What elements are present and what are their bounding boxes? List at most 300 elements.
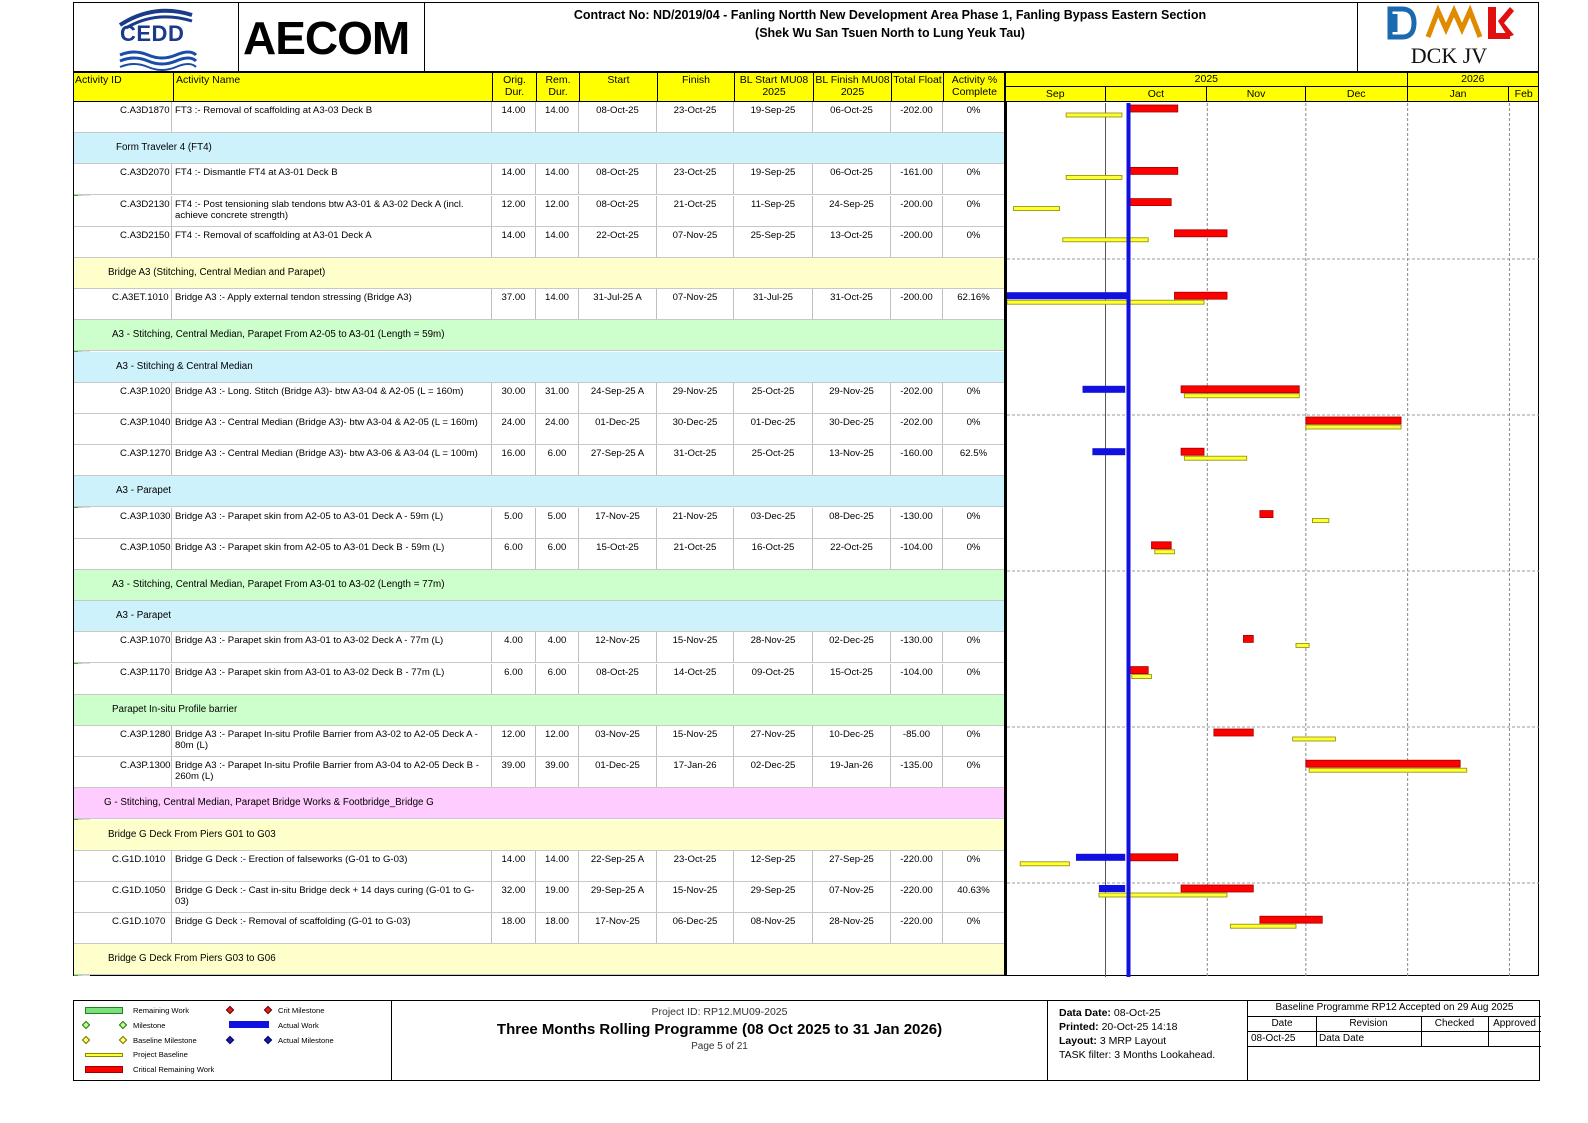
finish-date: 31-Oct-25 <box>657 445 734 475</box>
critical-remaining-bar[interactable] <box>1129 105 1178 112</box>
activity-row[interactable] <box>74 102 1004 133</box>
project-baseline-bar[interactable] <box>1020 862 1069 866</box>
activity-id: C.A3D1870 <box>100 102 172 132</box>
bl-start: 31-Jul-25 <box>734 289 813 319</box>
rev-revision-header: Revision <box>1349 1018 1388 1029</box>
activity-row[interactable] <box>74 664 1004 695</box>
project-baseline-bar[interactable] <box>1132 675 1152 679</box>
project-baseline-bar[interactable] <box>1296 643 1309 647</box>
critical-remaining-bar[interactable] <box>1260 511 1273 518</box>
col-pct-complete[interactable]: Activity % Complete <box>951 74 998 98</box>
col-orig-dur[interactable] <box>493 73 537 103</box>
baseline-note: Baseline Programme RP12 Accepted on 29 Aug 2025 <box>1275 1002 1514 1013</box>
bl-finish: 08-Dec-25 <box>813 508 891 538</box>
actual-work-bar[interactable] <box>1076 854 1125 861</box>
bl-finish: 31-Oct-25 <box>813 289 891 319</box>
start-date: 27-Sep-25 A <box>579 445 657 475</box>
wbs-group-label: A3 - Parapet <box>116 610 172 622</box>
crit-milestone-icon <box>226 1006 234 1014</box>
orig-duration: 6.00 <box>492 664 536 694</box>
pct-complete: 40.63% <box>957 885 990 896</box>
rem-duration: 14.00 <box>536 289 579 319</box>
bl-start: 12-Sep-25 <box>734 851 813 881</box>
activity-row[interactable] <box>74 508 1004 539</box>
rem-duration: 24.00 <box>536 414 579 444</box>
pct-complete: 0% <box>966 729 981 740</box>
legend-remaining-work: Remaining Work <box>133 1006 189 1015</box>
rem-duration: 5.00 <box>536 508 579 538</box>
actual-work-bar[interactable] <box>1007 292 1129 299</box>
activity-id: C.A3ET.1010 <box>100 289 172 319</box>
activity-name: Bridge A3 :- Apply external tendon stressing (Bridge A3) <box>172 289 492 319</box>
activity-id: C.A3P.1020 <box>100 383 172 413</box>
col-activity-name[interactable]: Activity Name <box>174 73 493 103</box>
legend-actual-work: Actual Work <box>278 1021 319 1030</box>
gantt-timescale-header <box>1005 72 1539 102</box>
orig-duration: 14.00 <box>492 227 536 257</box>
actual-work-bar[interactable] <box>1092 448 1125 455</box>
total-float: -135.00 <box>891 757 943 787</box>
pct-complete: 0% <box>966 853 981 865</box>
project-baseline-bar[interactable] <box>1184 456 1246 460</box>
activity-id: C.A3P.1040 <box>100 414 172 444</box>
critical-remaining-bar[interactable] <box>1129 167 1178 174</box>
legend-crit-milestone: Crit Milestone <box>278 1006 325 1015</box>
project-baseline-bar[interactable] <box>1066 113 1122 117</box>
bl-finish: 28-Nov-25 <box>813 913 891 943</box>
bl-finish: 10-Dec-25 <box>813 726 891 756</box>
legend-milestone: Milestone <box>133 1021 166 1030</box>
rem-duration: 14.00 <box>536 851 579 881</box>
wbs-group-label: Bridge G Deck From Piers G03 to G06 <box>108 953 276 965</box>
rev-checked-header: Checked <box>1434 1018 1475 1029</box>
bl-start: 25-Oct-25 <box>734 445 813 475</box>
activity-row[interactable] <box>74 757 1004 788</box>
project-baseline-bar[interactable] <box>1063 238 1148 242</box>
data-date-value: 08-Oct-25 <box>1113 1007 1161 1019</box>
legend-critical-remaining-work: Critical Remaining Work <box>133 1065 215 1074</box>
activity-id: C.A3P.1030 <box>100 508 172 538</box>
pct-complete: 0% <box>966 760 981 772</box>
activity-name: Bridge A3 :- Central Median (Bridge A3)- btw A3-04 & A2-05 (L = 160m) <box>172 414 492 444</box>
actual-milestone-finish-icon <box>264 1036 272 1044</box>
activity-row[interactable] <box>74 445 1004 476</box>
critical-remaining-bar[interactable] <box>1306 760 1460 767</box>
col-finish[interactable]: Finish <box>658 73 735 103</box>
total-float: -200.00 <box>891 196 943 226</box>
legend-actual-milestone: Actual Milestone <box>278 1036 334 1045</box>
bl-start: 03-Dec-25 <box>734 508 813 538</box>
orig-duration: 5.00 <box>492 508 536 538</box>
activity-row[interactable] <box>74 539 1004 570</box>
bl-finish: 07-Nov-25 <box>813 882 891 912</box>
wbs-group-row[interactable] <box>74 258 1004 289</box>
activity-id: C.A3P.1280 <box>100 726 172 756</box>
activity-row[interactable] <box>74 851 1004 882</box>
activity-row[interactable] <box>74 383 1004 414</box>
wbs-group-label: A3 - Stitching, Central Median, Parapet From A2-05 to A3-01 (Length = 59m) <box>112 329 445 341</box>
bl-finish: 27-Sep-25 <box>813 851 891 881</box>
orig-duration: 6.00 <box>492 539 536 569</box>
start-date: 17-Nov-25 <box>579 508 657 538</box>
project-baseline-bar[interactable] <box>1293 737 1336 741</box>
activity-row[interactable] <box>74 913 1004 944</box>
orig-duration: 37.00 <box>492 289 536 319</box>
activity-id: C.G1D.1070 <box>100 913 172 943</box>
rem-duration: 31.00 <box>536 383 579 413</box>
printed-value: 20-Oct-25 14:18 <box>1101 1021 1178 1033</box>
dck-jv-logo <box>1357 3 1539 71</box>
wbs-group-label: Form Traveler 4 (FT4) <box>116 142 212 154</box>
rem-duration: 39.00 <box>536 757 579 787</box>
wbs-group-row[interactable] <box>74 695 1004 726</box>
orig-duration: 24.00 <box>492 414 536 444</box>
bl-start: 27-Nov-25 <box>734 726 813 756</box>
col-start[interactable]: Start <box>580 73 658 103</box>
total-float: -220.00 <box>891 913 943 943</box>
layout-value: 3 MRP Layout <box>1099 1035 1167 1047</box>
pct-complete: 0% <box>966 541 981 553</box>
activity-name: Bridge A3 :- Parapet skin from A2-05 to A3-01 Deck A - 59m (L) <box>172 508 492 538</box>
legend-baseline-milestone: Baseline Milestone <box>133 1036 197 1045</box>
start-date: 08-Oct-25 <box>579 196 657 226</box>
legend-critical-swatch <box>85 1066 123 1073</box>
total-float: -104.00 <box>891 664 943 694</box>
total-float: -161.00 <box>891 164 943 194</box>
footer-title-block <box>392 1000 1047 1081</box>
pct-complete: 0% <box>966 666 981 678</box>
timescale-month: Feb <box>1508 87 1538 102</box>
total-float: -130.00 <box>891 508 943 538</box>
rev-date-header: Date <box>1271 1018 1293 1029</box>
milestone-finish-icon <box>119 1021 127 1029</box>
bl-finish: 29-Nov-25 <box>813 383 891 413</box>
finish-date: 23-Oct-25 <box>657 102 734 132</box>
col-total-float[interactable]: Total Float <box>892 73 944 103</box>
bl-finish: 15-Oct-25 <box>813 664 891 694</box>
total-float: -130.00 <box>891 632 943 662</box>
orig-duration: 16.00 <box>492 445 536 475</box>
start-date: 24-Sep-25 A <box>579 383 657 413</box>
orig-duration: 30.00 <box>492 383 536 413</box>
project-baseline-bar[interactable] <box>1099 893 1227 897</box>
critical-remaining-bar[interactable] <box>1306 417 1401 424</box>
start-date: 12-Nov-25 <box>579 632 657 662</box>
bl-finish: 06-Oct-25 <box>813 102 891 132</box>
timescale-month: Sep <box>1045 88 1065 100</box>
rem-duration: 14.00 <box>536 227 579 257</box>
print-info <box>1047 1000 1247 1081</box>
legend-actual-swatch <box>229 1021 269 1028</box>
orig-duration: 14.00 <box>492 851 536 881</box>
wbs-group-label: Bridge G Deck From Piers G01 to G03 <box>108 828 276 840</box>
activity-id: C.A3P.1300 <box>100 757 172 787</box>
start-date: 22-Sep-25 A <box>579 851 657 881</box>
wbs-group-row[interactable] <box>74 788 1004 819</box>
pct-complete: 0% <box>966 510 981 522</box>
orig-duration: 14.00 <box>492 102 536 132</box>
finish-date: 21-Oct-25 <box>657 196 734 226</box>
rem-duration: 19.00 <box>536 882 579 912</box>
orig-duration: 39.00 <box>492 757 536 787</box>
total-float: -202.00 <box>891 414 943 444</box>
legend-project-baseline: Project Baseline <box>133 1050 188 1059</box>
pct-complete: 62.5% <box>959 448 988 460</box>
bl-finish: 30-Dec-25 <box>813 414 891 444</box>
activity-row[interactable] <box>74 227 1004 258</box>
dck-marks-icon <box>1358 3 1540 43</box>
bl-start: 28-Nov-25 <box>734 632 813 662</box>
activity-id: C.A3D2130 <box>100 196 172 226</box>
start-date: 29-Sep-25 A <box>579 882 657 912</box>
critical-remaining-bar[interactable] <box>1181 885 1253 892</box>
pct-complete: 0% <box>966 385 981 397</box>
timescale-month: Oct <box>1105 87 1207 102</box>
total-float: -85.00 <box>891 726 943 756</box>
finish-date: 07-Nov-25 <box>657 289 734 319</box>
bl-start: 16-Oct-25 <box>734 539 813 569</box>
bl-finish: 22-Oct-25 <box>813 539 891 569</box>
critical-remaining-bar[interactable] <box>1260 916 1322 923</box>
bl-start: 09-Oct-25 <box>734 664 813 694</box>
start-date: 17-Nov-25 <box>579 913 657 943</box>
wbs-group-row[interactable] <box>74 570 1004 601</box>
gantt-svg <box>1007 73 1539 977</box>
activity-name: FT3 :- Removal of scaffolding at A3-03 Deck B <box>172 102 492 132</box>
start-date: 01-Dec-25 <box>579 757 657 787</box>
pct-complete: 0% <box>966 167 981 179</box>
actual-work-bar[interactable] <box>1083 386 1126 393</box>
activity-name: Bridge G Deck :- Removal of scaffolding (G-01 to G-03) <box>172 913 492 943</box>
col-rem-dur[interactable] <box>537 73 580 103</box>
activity-row[interactable] <box>74 882 1004 913</box>
activity-name: Bridge G Deck :- Erection of falseworks (G-01 to G-03) <box>172 851 492 881</box>
contract-line-2: (Shek Wu San Tsuen North to Lung Yeuk Tau) <box>755 26 1025 40</box>
orig-duration: 4.00 <box>492 632 536 662</box>
baseline-milestone-finish-icon <box>119 1036 127 1044</box>
cedd-logo-text: CEDD <box>120 21 185 46</box>
finish-date: 17-Jan-26 <box>657 757 734 787</box>
cedd-logo <box>74 3 239 71</box>
wbs-group-row[interactable] <box>74 320 1004 351</box>
finish-date: 30-Dec-25 <box>657 414 734 444</box>
timescale-month: Nov <box>1206 87 1305 102</box>
project-baseline-bar[interactable] <box>1155 550 1175 554</box>
bl-finish: 13-Nov-25 <box>813 445 891 475</box>
critical-remaining-bar[interactable] <box>1181 386 1299 393</box>
bl-finish: 02-Dec-25 <box>813 632 891 662</box>
critical-remaining-bar[interactable] <box>1174 230 1227 237</box>
milestone-icon <box>82 1021 90 1029</box>
activity-id: C.G1D.1050 <box>100 882 172 912</box>
bl-finish: 13-Oct-25 <box>813 227 891 257</box>
critical-remaining-bar[interactable] <box>1214 729 1253 736</box>
col-activity-id[interactable]: Activity ID <box>74 73 174 103</box>
orig-duration: 12.00 <box>492 196 536 226</box>
bl-start: 11-Sep-25 <box>734 196 813 226</box>
activity-id: C.A3P.1050 <box>100 539 172 569</box>
total-float: -220.00 <box>891 882 943 912</box>
orig-duration: 14.00 <box>492 164 536 194</box>
dck-logo-text: DCK JV <box>1410 43 1488 68</box>
activity-id: C.G1D.1010 <box>100 851 172 881</box>
rem-duration: 12.00 <box>536 726 579 756</box>
wbs-group-label: A3 - Parapet <box>116 485 172 497</box>
critical-remaining-bar[interactable] <box>1174 292 1227 299</box>
activity-row[interactable] <box>74 632 1004 663</box>
wbs-group-row[interactable] <box>74 820 1004 851</box>
wbs-group-row[interactable] <box>74 476 1004 507</box>
table-column-header <box>73 72 1005 102</box>
finish-date: 21-Oct-25 <box>657 539 734 569</box>
bl-start: 01-Dec-25 <box>734 414 813 444</box>
rev-row-date: 08-Oct-25 <box>1251 1033 1296 1044</box>
critical-remaining-bar[interactable] <box>1151 542 1171 549</box>
pct-complete: 62.16% <box>957 292 990 304</box>
timescale-year: 2026 <box>1407 73 1538 87</box>
activity-id: C.A3P.1170 <box>100 664 172 694</box>
rem-duration: 18.00 <box>536 913 579 943</box>
bl-start: 25-Oct-25 <box>734 383 813 413</box>
wbs-group-label: Parapet In-situ Profile barrier <box>112 703 238 715</box>
baseline-milestone-icon <box>82 1036 90 1044</box>
start-date: 08-Oct-25 <box>579 664 657 694</box>
activity-name: Bridge G Deck :- Cast in-situ Bridge deck + 14 days curing (G-01 to G-03) <box>172 882 492 912</box>
activity-row[interactable] <box>74 164 1004 195</box>
activity-name: FT4 :- Dismantle FT4 at A3-01 Deck B <box>172 164 492 194</box>
wbs-group-row[interactable] <box>74 944 1004 975</box>
bl-finish: 24-Sep-25 <box>813 196 891 226</box>
project-baseline-bar[interactable] <box>1312 519 1328 523</box>
orig-duration: 32.00 <box>492 882 536 912</box>
critical-remaining-bar[interactable] <box>1129 199 1172 206</box>
project-baseline-bar[interactable] <box>1309 768 1467 772</box>
start-date: 08-Oct-25 <box>579 102 657 132</box>
wbs-group-label: A3 - Stitching & Central Median <box>116 360 253 372</box>
project-baseline-bar[interactable] <box>1007 300 1204 304</box>
bl-start: 08-Nov-25 <box>734 913 813 943</box>
finish-date: 15-Nov-25 <box>657 632 734 662</box>
pct-complete: 0% <box>966 229 981 241</box>
programme-title: Three Months Rolling Programme (08 Oct 2025 to 31 Jan 2026) <box>496 1021 943 1038</box>
activity-row[interactable] <box>74 726 1004 757</box>
finish-date: 21-Nov-25 <box>657 508 734 538</box>
project-id: Project ID: RP12.MU09-2025 <box>651 1006 788 1018</box>
wbs-group-row[interactable] <box>74 601 1004 632</box>
critical-remaining-bar[interactable] <box>1181 448 1204 455</box>
finish-date: 23-Oct-25 <box>657 851 734 881</box>
rem-duration: 6.00 <box>536 445 579 475</box>
orig-duration: 18.00 <box>492 913 536 943</box>
rev-row-revision: Data Date <box>1319 1033 1365 1044</box>
start-date: 03-Nov-25 <box>579 726 657 756</box>
col-bl-start[interactable]: BL Start MU08 2025 <box>735 73 814 103</box>
bl-start: 02-Dec-25 <box>734 757 813 787</box>
layout-label: Layout: <box>1059 1035 1097 1047</box>
activity-row[interactable] <box>74 289 1004 320</box>
rem-duration: 14.00 <box>536 164 579 194</box>
activity-name: Bridge A3 :- Parapet skin from A3-01 to A3-02 Deck B - 77m (L) <box>172 664 492 694</box>
crit-milestone-finish-icon <box>264 1006 272 1014</box>
activity-name: Bridge A3 :- Parapet skin from A2-05 to A3-01 Deck B - 59m (L) <box>172 539 492 569</box>
activity-id: C.A3D2150 <box>100 227 172 257</box>
col-orig-dur-label: Orig. Dur. <box>503 74 526 98</box>
activity-id: C.A3D2070 <box>100 164 172 194</box>
wbs-group-label: A3 - Stitching, Central Median, Parapet From A3-01 to A3-02 (Length = 77m) <box>112 579 445 590</box>
bl-finish: 19-Jan-26 <box>813 757 891 787</box>
project-baseline-bar[interactable] <box>1306 425 1401 429</box>
rem-duration: 12.00 <box>536 196 579 226</box>
start-date: 15-Oct-25 <box>579 539 657 569</box>
revision-block <box>1247 1000 1540 1081</box>
wbs-group-row[interactable] <box>74 352 1004 383</box>
critical-remaining-bar[interactable] <box>1243 635 1253 642</box>
pct-complete: 0% <box>966 105 981 116</box>
activity-name: Bridge A3 :- Central Median (Bridge A3)- btw A3-06 & A3-04 (L = 100m) <box>172 445 492 475</box>
timescale-year: 2025 <box>1006 73 1407 87</box>
contract-title <box>430 6 1350 42</box>
col-bl-finish[interactable]: BL Finish MU08 2025 <box>814 73 892 103</box>
bl-finish: 06-Oct-25 <box>813 164 891 194</box>
critical-remaining-bar[interactable] <box>1129 854 1178 861</box>
printed-label: Printed: <box>1059 1021 1099 1033</box>
finish-date: 06-Dec-25 <box>657 913 734 943</box>
critical-remaining-bar[interactable] <box>1129 667 1149 674</box>
project-baseline-bar[interactable] <box>1014 207 1060 211</box>
activity-name: Bridge A3 :- Parapet In-situ Profile Barrier from A3-02 to A2-05 Deck A - 80m (L) <box>172 726 492 756</box>
start-date: 22-Oct-25 <box>579 227 657 257</box>
rem-duration: 6.00 <box>536 664 579 694</box>
pct-complete: 0% <box>966 916 981 928</box>
activity-name: Bridge A3 :- Parapet skin from A3-01 to A3-02 Deck A - 77m (L) <box>172 632 492 662</box>
col-rem-dur-label: Rem. Dur. <box>545 74 571 98</box>
project-baseline-bar[interactable] <box>1184 394 1299 398</box>
activity-row[interactable] <box>74 414 1004 445</box>
gantt-chart <box>1005 72 1539 976</box>
timescale-month: Jan <box>1407 87 1509 102</box>
total-float: -202.00 <box>891 383 943 413</box>
start-date: 31-Jul-25 A <box>579 289 657 319</box>
legend-baseline-swatch <box>85 1053 123 1057</box>
start-date: 08-Oct-25 <box>579 164 657 194</box>
finish-date: 07-Nov-25 <box>657 227 734 257</box>
project-baseline-bar[interactable] <box>1066 175 1122 179</box>
orig-duration: 12.00 <box>492 726 536 756</box>
total-float: -220.00 <box>891 851 943 881</box>
activity-row[interactable] <box>74 196 1004 227</box>
project-baseline-bar[interactable] <box>1230 924 1296 928</box>
start-date: 01-Dec-25 <box>579 414 657 444</box>
aecom-logo-text: AECOM <box>243 12 410 64</box>
rem-duration: 14.00 <box>536 102 579 132</box>
finish-date: 23-Oct-25 <box>657 164 734 194</box>
wbs-group-row[interactable] <box>74 133 1004 164</box>
activity-name: Bridge A3 :- Parapet In-situ Profile Barrier from A3-04 to A2-05 Deck B - 260m (L) <box>172 757 492 787</box>
activity-name: Bridge A3 :- Long. Stitch (Bridge A3)- btw A3-04 & A2-05 (L = 160m) <box>172 383 492 413</box>
finish-date: 14-Oct-25 <box>657 664 734 694</box>
wbs-group-label: Bridge A3 (Stitching, Central Median and Parapet) <box>108 267 326 278</box>
actual-work-bar[interactable] <box>1099 885 1125 892</box>
activity-name: FT4 :- Removal of scaffolding at A3-01 Deck A <box>172 227 492 257</box>
total-float: -104.00 <box>891 539 943 569</box>
wbs-group-label: G - Stitching, Central Median, Parapet Bridge Works & Footbridge_Bridge G <box>104 797 434 809</box>
rev-approved-header: Approved <box>1493 1018 1536 1029</box>
total-float: -200.00 <box>891 289 943 319</box>
legend-remaining-swatch <box>85 1007 123 1014</box>
activity-id: C.A3P.1070 <box>100 632 172 662</box>
pct-complete: 0% <box>966 635 981 647</box>
total-float: -160.00 <box>891 445 943 475</box>
